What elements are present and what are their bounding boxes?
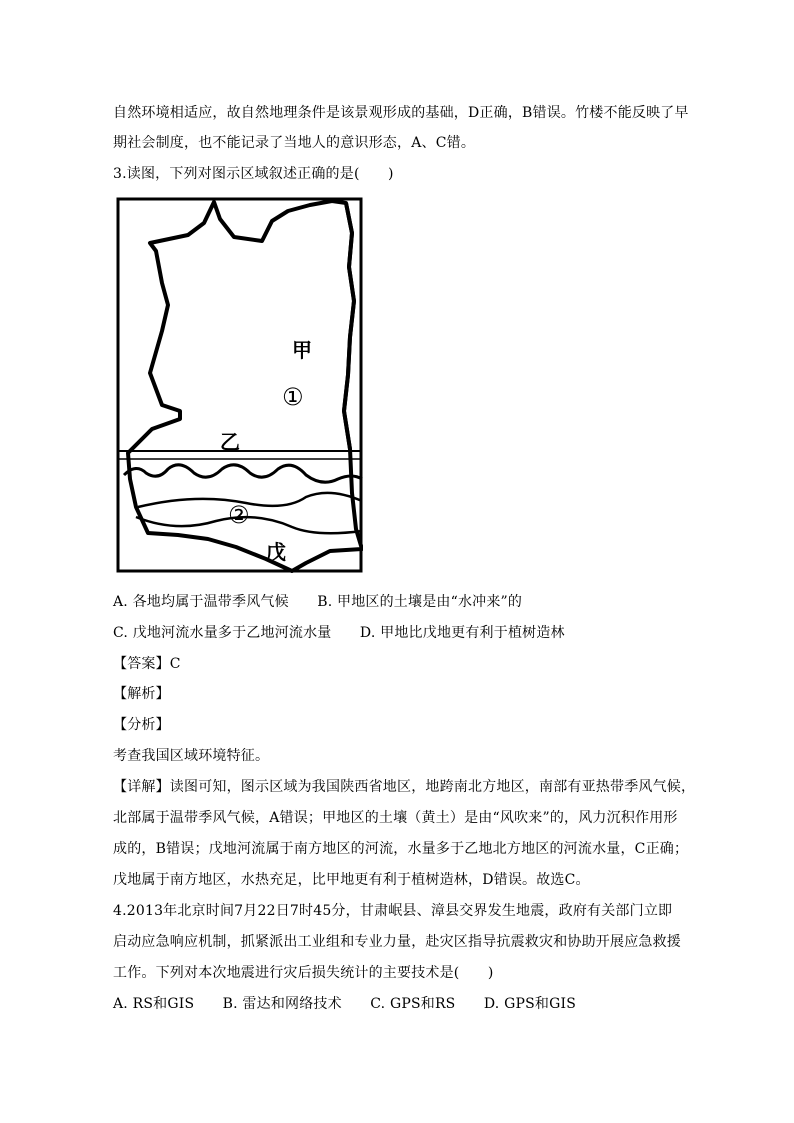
question-3-detail-line-1: 【详解】读图可知，图示区域为我国陕西省地区，地跨南北方地区，南部有亚热带季风气候，	[113, 779, 696, 795]
question-3-stem: 3.读图，下列对图示区域叙述正确的是( )	[113, 166, 394, 182]
shaanxi-region-map	[116, 197, 363, 573]
question-3-answer: 【答案】C	[113, 656, 181, 672]
question-3-options-cd: C. 戊地河流水量多于乙地河流水量 D. 甲地比戊地更有利于植树造林	[113, 625, 565, 641]
label-one: ①	[282, 383, 304, 411]
question-3-detail-line-2: 北部属于温带季风气候，A错误；甲地区的土壤（黄土）是由“风吹来”的，风力沉积作用形	[113, 810, 678, 826]
prev-answer-line-1: 自然环境相适应，故自然地理条件是该景观形成的基础，D正确，B错误。竹楼不能反映了早	[113, 105, 689, 121]
label-two: ②	[228, 501, 250, 529]
question-3-fenxi-text: 考查我国区域环境特征。	[113, 748, 270, 764]
question-3-analysis-title: 【解析】	[113, 686, 170, 702]
prev-answer-line-2: 期社会制度，也不能记录了当地人的意识形态，A、C错。	[113, 135, 476, 151]
label-yi: 乙	[220, 430, 240, 454]
question-3-detail-line-3: 成的，B错误；戊地河流属于南方地区的河流，水量多于乙地北方地区的河流水量，C正确；	[113, 841, 689, 857]
question-3-detail-line-4: 戊地属于南方地区，水热充足，比甲地更有利于植树造林，D错误。故选C。	[113, 872, 590, 888]
question-4-stem-line-1: 4.2013年北京时间7月22日7时45分，甘肃岷县、漳县交界发生地震，政府有关部门立即	[113, 903, 673, 919]
question-3-fenxi-title: 【分析】	[113, 717, 170, 733]
question-4-stem-line-2: 启动应急响应机制，抓紧派出工业组和专业力量，赴灾区指导抗震救灾和协助开展应急救援	[113, 934, 681, 950]
question-4-options: A. RS和GIS B. 雷达和网络技术 C. GPS和RS D. GPS和GIS	[113, 996, 576, 1012]
question-4-stem-line-3: 工作。下列对本次地震进行灾后损失统计的主要技术是( )	[113, 965, 494, 981]
label-jia: 甲	[292, 338, 312, 362]
question-3-options-ab: A. 各地均属于温带季风气候 B. 甲地区的土壤是由“水冲来”的	[113, 594, 523, 610]
label-wu: 戊	[266, 540, 286, 564]
